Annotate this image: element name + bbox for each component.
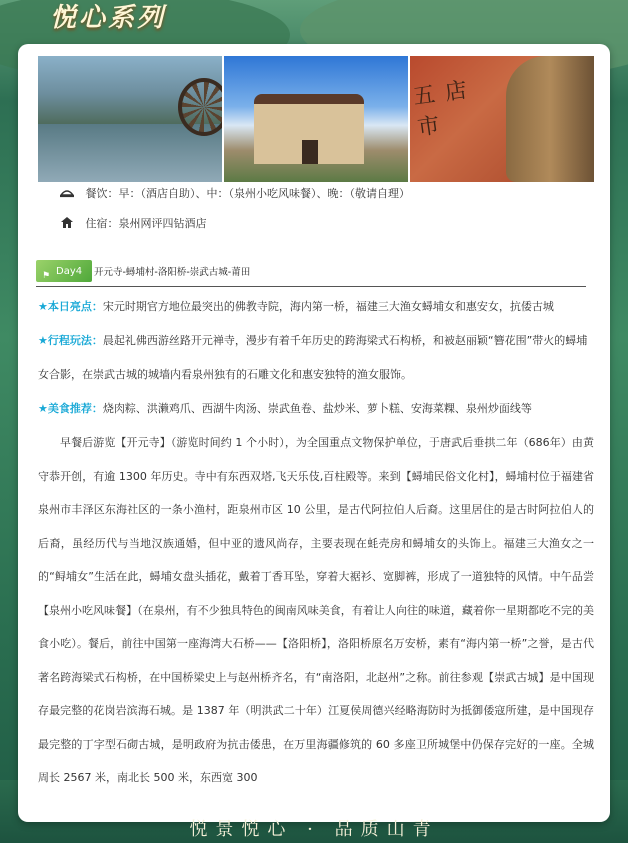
highlights-label: ★本日亮点： <box>38 300 103 313</box>
water-wheel-lake-photo <box>38 56 222 182</box>
highlights-line <box>38 290 594 324</box>
tulou-building-photo <box>224 56 408 182</box>
day-label: Day4 <box>56 266 83 277</box>
stone-horse-carving <box>506 56 594 182</box>
day-description-text: 早餐后游览【开元寺】（游览时间约 1 个小时），为全国重点文物保护单位，于唐武后垂拱二年（686年）由黄守恭开创，有逾 1300 年历史。寺中有东西双塔,飞天乐伎,百柱殿等。来到【蟳埔民俗文化村】，蟳埔村位于福建省泉州市丰泽区东海社区的一条小渔村，距泉州市区 10 公里，是古代阿拉伯人后裔。这里居住的是古时阿拉伯人的后裔，虽经历代与当地汉族通婚，但中亚的遗风尚存，主要表现在蚝壳房和蟳埔女的头饰上。福建三大渔女之一的“鲟埔女”生活在此，蟳埔女盘头插花，戴着丁香耳坠，穿着大裾衫、宽脚裤，形成了一道独特的风情。中午品尝【泉州小吃风味餐】（在泉州，有不少独具特色的闽南风味美食，有着让人向往的味道，藏着你一星期都吃不完的美食小吃）。餐后，前往中国第一座海湾大石桥——【洛阳桥】，洛阳桥原名万安桥，素有“海内第一桥”之誉，是古代著名跨海梁式石构桥，在中国桥梁史上与赵州桥齐名，有“南洛阳，北赵州”之称。前往参观【崇武古城】是中国现存最完整的花岗岩滨海石城。是 1387 年（明洪武二十年）江夏侯周德兴经略海防时为抵御倭寇所建，是中国现存最完整的丁字型石砌古城，是明政府为抗击倭患，在万里海疆修筑的 60 多座卫所城堡中仍保存完好的一座。全城周长 2567 米，南北长 500 米，东西宽 300 <box>38 436 594 784</box>
photo-strip <box>38 56 596 182</box>
stone-sign-horse-photo <box>410 56 594 182</box>
itinerary-card <box>18 44 610 822</box>
meal-info <box>60 184 410 204</box>
itinerary-label: ★行程玩法： <box>38 334 103 347</box>
hotel-text: 住宿：泉州网评四钻酒店 <box>85 217 207 230</box>
tulou-door <box>302 140 318 164</box>
stone-sign-engraving: 五店市 <box>411 76 479 141</box>
hotel-info <box>60 214 207 234</box>
day-badge <box>36 260 92 282</box>
meal-text: 餐饮：早：（酒店自助）、中：（泉州小吃风味餐）、晚：（敬请自理） <box>85 187 410 200</box>
itinerary-paragraph <box>38 324 594 392</box>
meal-icon <box>60 186 74 198</box>
day-description <box>38 426 594 795</box>
itinerary-text: 晨起礼佛西游丝路开元禅寺，漫步有着千年历史的跨海梁式石构桥，和被赵丽颖“簪花围”带火的蟳埔女合影，在崇武古城的城墙内看泉州独有的石雕文化和惠安独特的渔女服饰。 <box>38 334 588 381</box>
footer-slogan: 悦景悦心 · 品质山青 <box>189 819 439 840</box>
day-route: 开元寺-蟳埔村-洛阳桥-崇武古城-莆田 <box>94 267 251 278</box>
food-text: 烧肉粽、洪濑鸡爪、西湖牛肉汤、崇武鱼卷、盐炒米、萝卜糕、安海菜粿、泉州炒面线等 <box>102 402 532 415</box>
day-header <box>36 258 586 287</box>
series-title: 悦心系列 <box>50 3 167 33</box>
highlights-text: 宋元时期官方地位最突出的佛教寺院，海内第一桥，福建三大渔女蟳埔女和惠安女，抗倭古城 <box>102 300 554 313</box>
food-line <box>38 392 594 426</box>
house-icon <box>60 216 74 228</box>
flag-icon: ⚑ <box>42 271 51 281</box>
food-label: ★美食推荐： <box>38 402 103 415</box>
water-wheel <box>178 78 222 136</box>
